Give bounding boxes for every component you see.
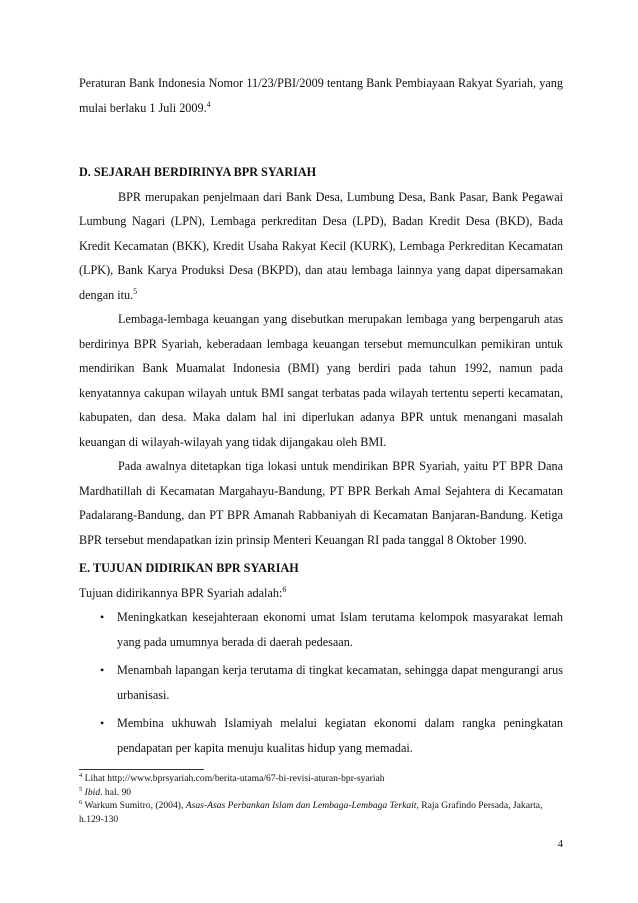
list-item: • Menambah lapangan kerja terutama di tingkat kecamatan, sehingga dapat mengurangi arus urbanisasi. <box>79 658 563 707</box>
bullet-icon: • <box>100 663 105 677</box>
bullet-icon: • <box>100 716 105 730</box>
footnote-6: $^6$ Warkum Sumitro, (2004), Asas-Asas Perbankan Islam dan Lembaga-Lembaga Terkait, Raja Grafindo Persada, Jakarta, h.129-130 <box>79 798 543 825</box>
footnotes <box>79 772 563 826</box>
intro-paragraph: Peraturan Bank Indonesia Nomor 11/23/PBI/2009 tentang Bank Pembiayaan Rakyat Syariah, yang mulai berlaku 1 Juli 2009.$^4$ <box>79 76 563 115</box>
footnote-4: $^4$ Lihat http://www.bprsyariah.com/berita-utama/67-bi-revisi-aturan-bpr-syariah <box>79 771 385 784</box>
section-d-paragraph-2: Lembaga-lembaga keuangan yang disebutkan merupakan lembaga yang berpengaruh atas berdirinya BPR Syariah, keberadaan lembaga keuangan tersebut memunculkan pemikiran untuk mendirikan Bank Muamalat Indonesia (BMI) yang berdiri pada tahun 1992, namun pada kenyatannya cakupan wilayah untuk BMI sangat terbatas pada wilayah tertentu seperti kecamatan, kabupaten, dan desa. Maka dalam hal ini diperlukan adanya BPR untuk menangani masalah keuangan di wilayah-wilayah yang tidak dijangakau oleh BMI. <box>79 312 563 449</box>
footnote-ref-5: 5 <box>133 286 138 296</box>
page-number: 4 <box>557 838 563 850</box>
section-e-lead: Tujuan didirikannya BPR Syariah adalah:$^6$ <box>79 584 287 600</box>
section-e <box>79 556 563 764</box>
footnote-5: $^5$ Ibid. hal. 90 <box>79 785 132 798</box>
footnote-ref-6: 6 <box>282 584 287 594</box>
list-item: • Meningkatkan kesejahteraan ekonomi umat Islam terutama kelompok masyarakat lemah yang pada umumnya berada di daerah pedesaan. <box>79 605 563 654</box>
footnote-divider <box>79 769 204 770</box>
section-d-paragraph-1: BPR merupakan penjelmaan dari Bank Desa, Lumbung Desa, Bank Pasar, Bank Pegawai Lumbung Nagari (LPN), Lembaga perkreditan Desa (LPD), Badan Kredit Desa (BKD), Bada Kredit Kecamatan (BKK), Kredit Usaha Rakyat Kecil (KURK), Lembaga Perkreditan Kecamatan (LPK), Bank Karya Produksi Desa (BKPD), dan atau lembaga lainnya yang dapat dipersamakan dengan itu.$^5$ <box>79 189 563 302</box>
section-e-heading: E. TUJUAN DIDIRIKAN BPR SYARIAH <box>79 561 299 575</box>
section-d-heading: D. SEJARAH BERDIRINYA BPR SYARIAH <box>79 165 317 179</box>
section-d-paragraph-3: Pada awalnya ditetapkan tiga lokasi untuk mendirikan BPR Syariah, yaitu PT BPR Dana Mardhatillah di Kecamatan Margahayu-Bandung, PT BPR Berkah Amal Sejahtera di Kecamatan Padalarang-Bandung, dan PT BPR Amanah Rabbaniyah di Kecamatan Banjaran-Bandung. Ketiga BPR tersebut mendapatkan izin prinsip Menteri Keuangan RI pada tanggal 8 Oktober 1990. <box>79 459 563 547</box>
footnote-ref-4: 4 <box>206 99 211 109</box>
section-d <box>79 160 563 552</box>
objectives-list <box>79 605 563 760</box>
list-item: • Membina ukhuwah Islamiyah melalui kegiatan ekonomi dalam rangka peningkatan pendapatan per kapita menuju kualitas hidup yang memadai. <box>79 711 563 760</box>
bullet-icon: • <box>100 610 105 624</box>
